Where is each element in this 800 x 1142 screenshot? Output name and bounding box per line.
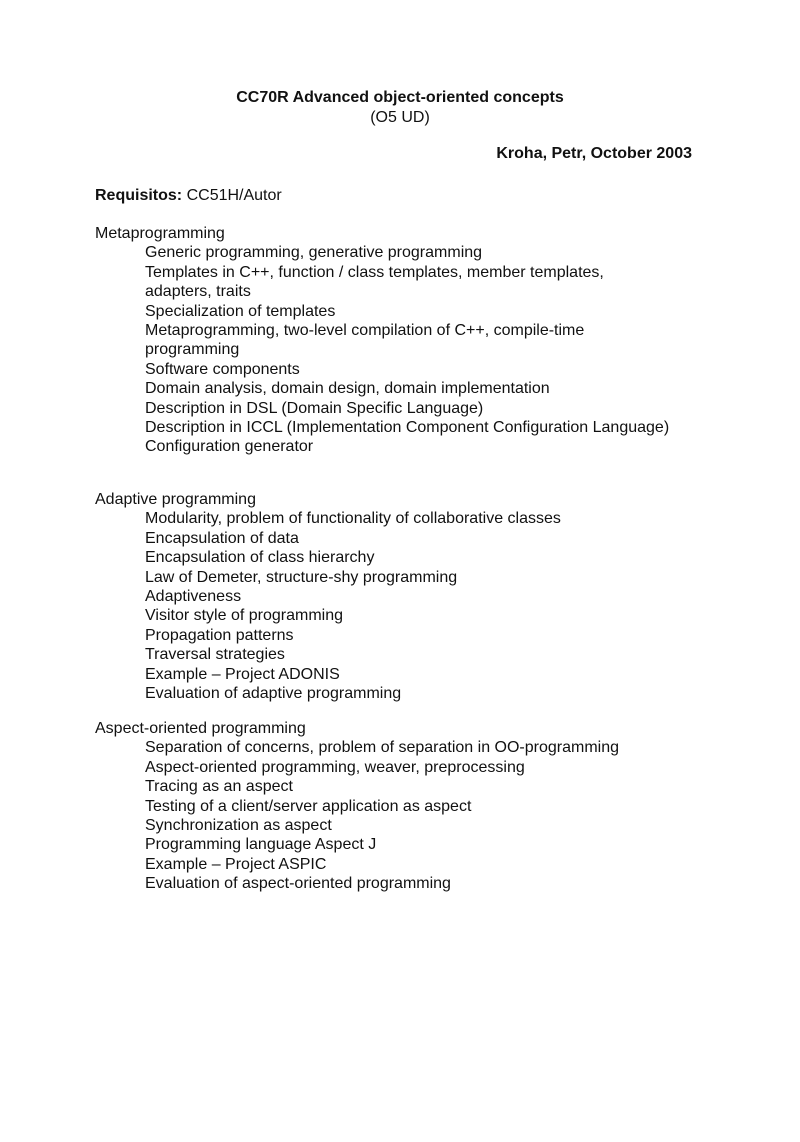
- topic-item: Separation of concerns, problem of separation in OO-programming: [145, 739, 620, 757]
- topic-item: Tracing as an aspect: [145, 778, 293, 796]
- topic-item: Generic programming, generative programming: [145, 244, 483, 262]
- section-title: Metaprogramming: [95, 225, 225, 242]
- topic-list: [95, 509, 715, 703]
- topic-item: Software components: [145, 360, 300, 378]
- topic-item: adapters, traits: [145, 283, 251, 301]
- topic-item: Visitor style of programming: [145, 607, 343, 625]
- section-metaprogramming: [95, 224, 715, 457]
- topic-item: Specialization of templates: [145, 302, 336, 320]
- topic-item: Domain analysis, domain design, domain implementation: [145, 380, 550, 398]
- topic-item: Aspect-oriented programming, weaver, preprocessing: [145, 758, 525, 776]
- topic-item: Example – Project ASPIC: [145, 855, 327, 873]
- topic-item: Metaprogramming, two-level compilation of C++, compile-time: [145, 322, 585, 340]
- topic-item: Programming language Aspect J: [145, 836, 377, 854]
- topic-item: Description in DSL (Domain Specific Language): [145, 399, 484, 417]
- topic-item: Encapsulation of data: [145, 529, 299, 547]
- topic-item: Modularity, problem of functionality of collaborative classes: [145, 510, 561, 528]
- topic-item: Evaluation of adaptive programming: [145, 685, 402, 703]
- topic-item: Encapsulation of class hierarchy: [145, 549, 375, 567]
- course-title: CC70R Advanced object-oriented concepts: [236, 89, 564, 106]
- author-date: Kroha, Petr, October 2003: [496, 145, 692, 162]
- requirements-label: Requisitos:: [95, 187, 183, 204]
- requirements-line: [95, 186, 282, 206]
- topic-item: Testing of a client/server application as aspect: [145, 797, 472, 815]
- topic-item: Law of Demeter, structure-shy programming: [145, 568, 458, 586]
- topic-item: Description in ICCL (Implementation Component Configuration Language): [145, 419, 670, 437]
- topic-item: Adaptiveness: [145, 588, 242, 606]
- section-title: Aspect-oriented programming: [95, 720, 306, 737]
- topic-item: Evaluation of aspect-oriented programming: [145, 875, 451, 893]
- topic-item: Traversal strategies: [145, 646, 285, 664]
- topic-item: Propagation patterns: [145, 626, 294, 644]
- section-aspect-oriented-programming: [95, 719, 715, 894]
- requirements-value: CC51H/Autor: [186, 187, 282, 204]
- section-adaptive-programming: [95, 490, 715, 703]
- course-subtitle: (O5 UD): [370, 109, 430, 126]
- topic-list: [95, 738, 715, 893]
- section-title: Adaptive programming: [95, 491, 256, 508]
- topic-item: programming: [145, 341, 240, 359]
- topic-item: Configuration generator: [145, 438, 314, 456]
- topic-item: Synchronization as aspect: [145, 817, 332, 835]
- topic-list: [95, 243, 715, 456]
- topic-item: Templates in C++, function / class templates, member templates,: [145, 263, 604, 281]
- topic-item: Example – Project ADONIS: [145, 665, 340, 683]
